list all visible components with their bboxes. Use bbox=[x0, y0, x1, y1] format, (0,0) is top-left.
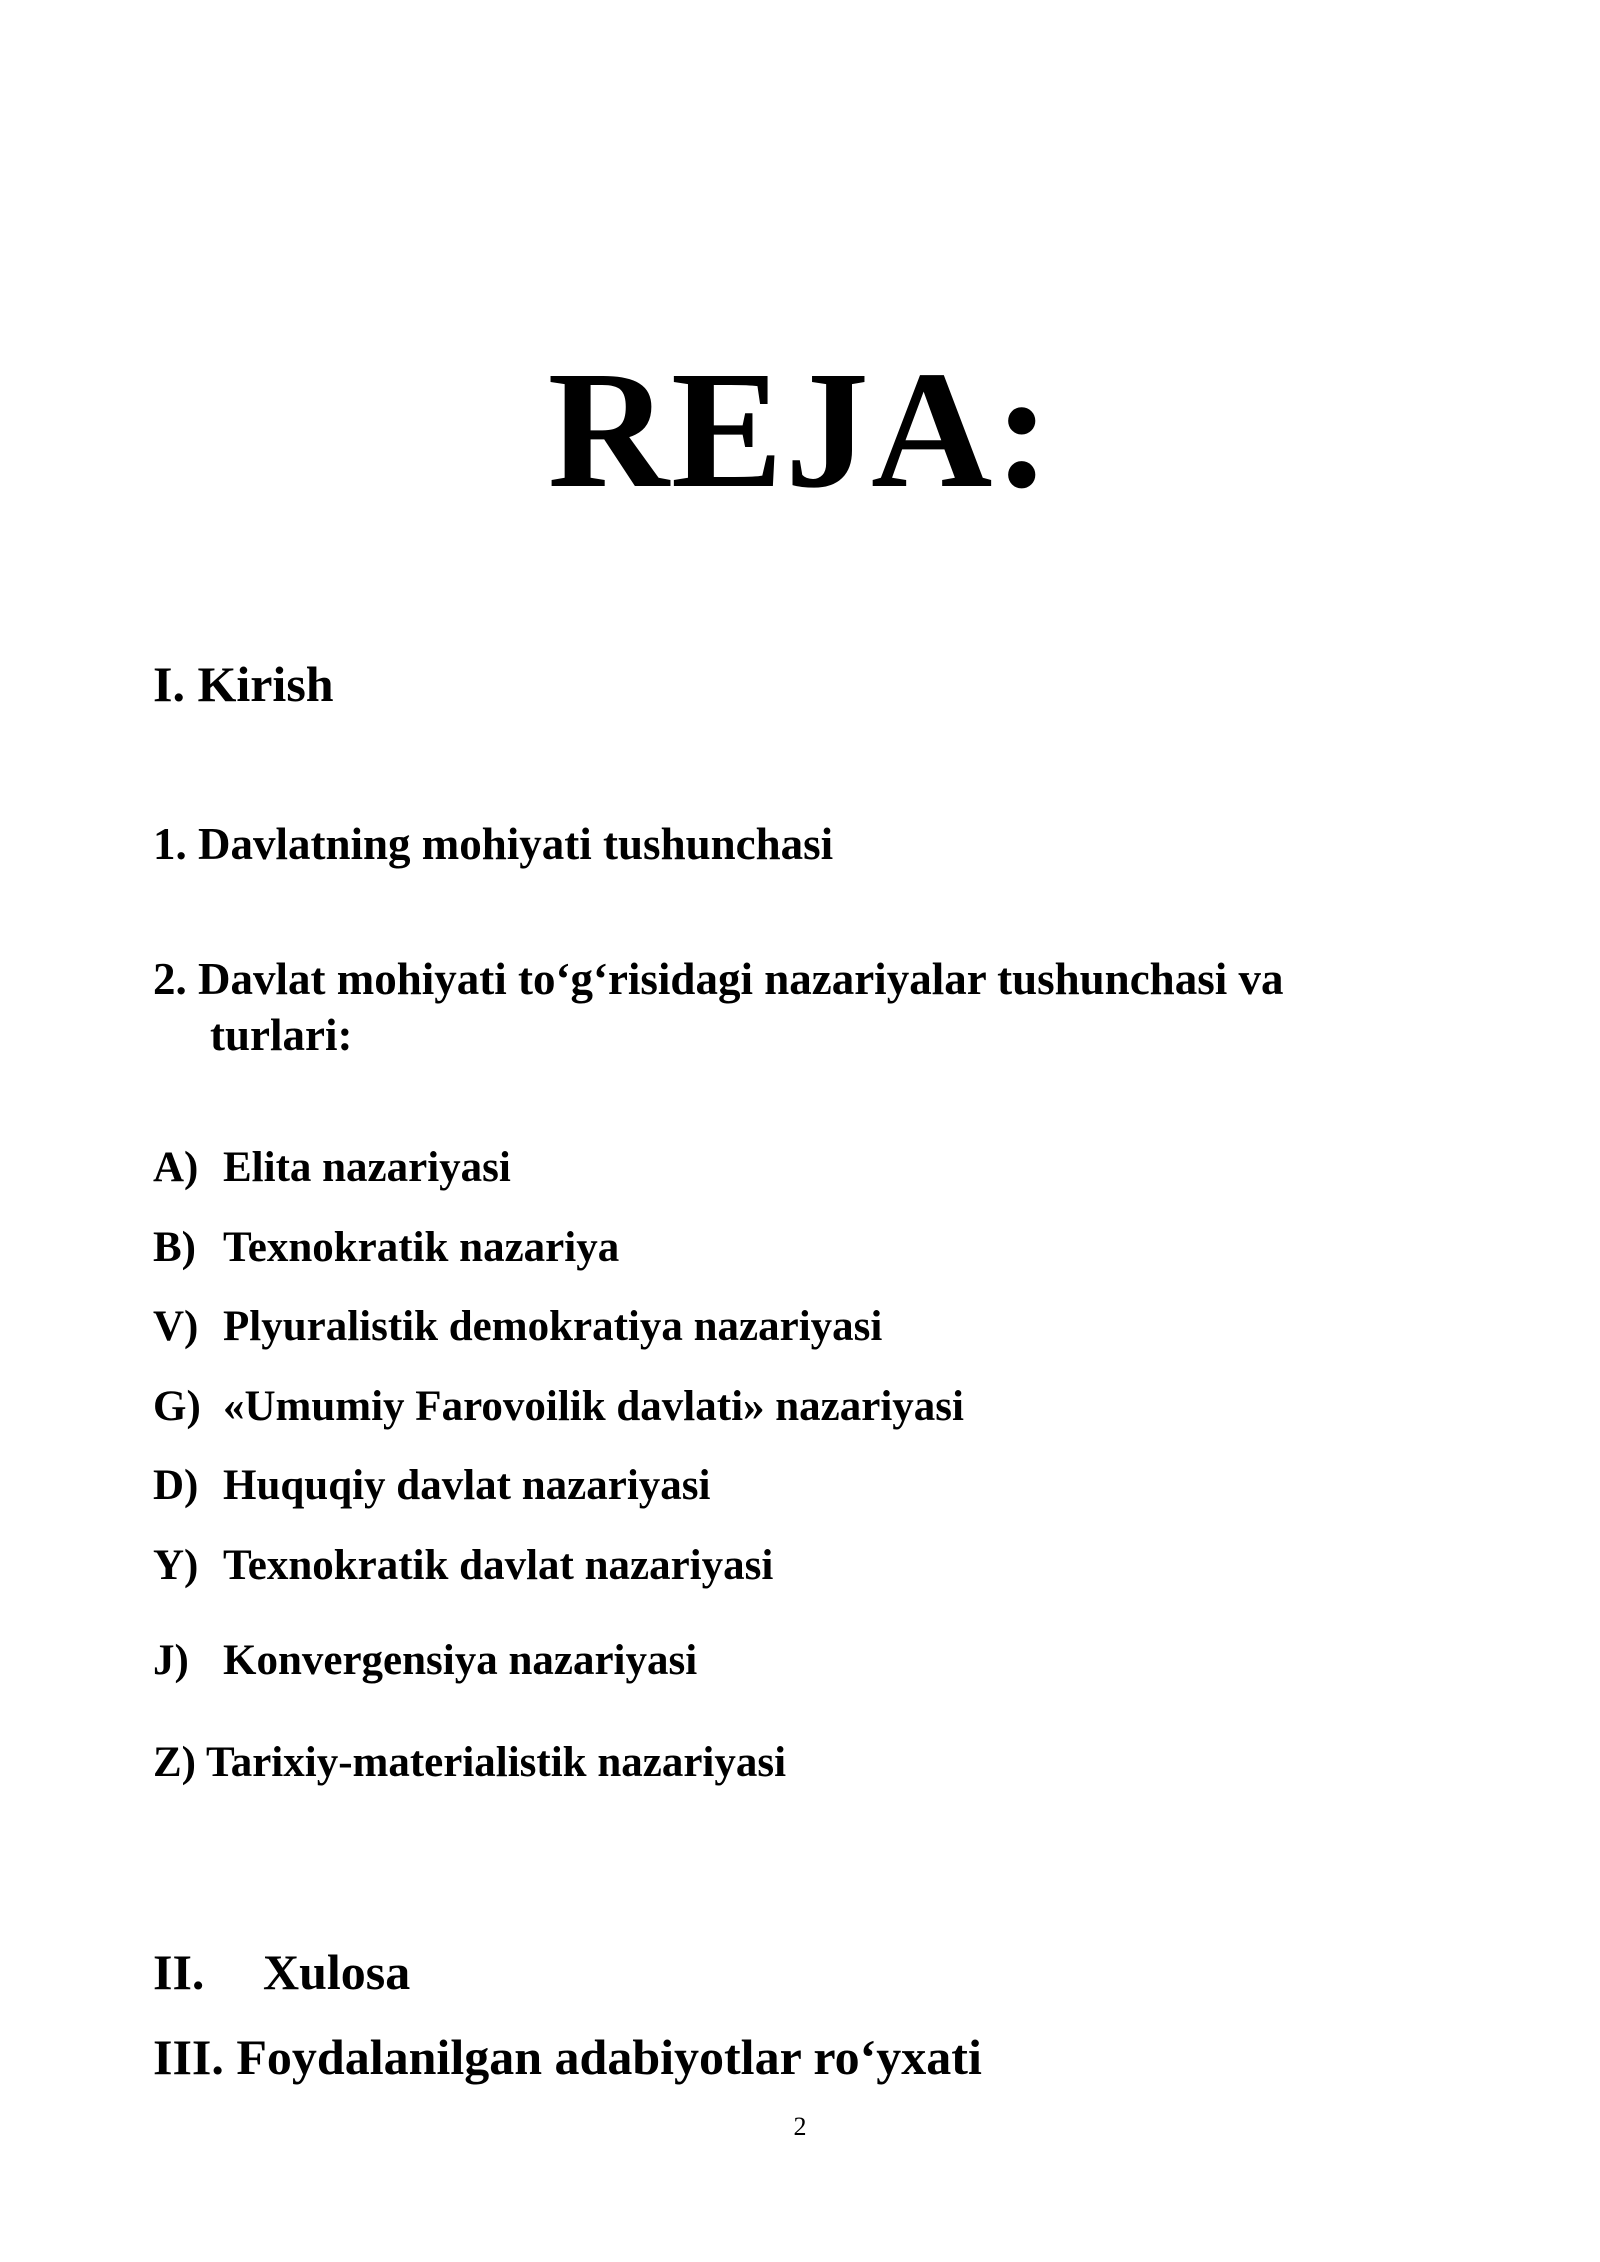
theory-text: Texnokratik nazariya bbox=[223, 1224, 620, 1271]
theory-item-b bbox=[153, 1222, 619, 1274]
section-intro: I. Kirish bbox=[153, 656, 334, 712]
conclusion-text: Xulosa bbox=[263, 1944, 411, 2000]
theory-text: «Umumiy Farovoilik davlati» nazariyasi bbox=[223, 1383, 964, 1430]
theory-text: Huquqiy davlat nazariyasi bbox=[223, 1462, 711, 1509]
conclusion-number: II. bbox=[153, 1944, 205, 2000]
theory-item-j bbox=[153, 1635, 697, 1687]
theory-text: Elita nazariyasi bbox=[223, 1144, 511, 1191]
theory-item-d bbox=[153, 1460, 710, 1512]
section-references: III. Foydalanilgan adabiyotlar ro‘yxati bbox=[153, 2029, 982, 2085]
section-conclusion bbox=[153, 1942, 410, 2002]
theory-text: Plyuralistik demokratiya nazariyasi bbox=[223, 1303, 883, 1350]
theory-marker: Y) bbox=[153, 1542, 199, 1589]
topic-2-line-2: turlari: bbox=[210, 1010, 353, 1060]
theory-marker: Z) bbox=[153, 1739, 196, 1786]
theory-item-z bbox=[153, 1737, 786, 1789]
theory-marker: B) bbox=[153, 1224, 196, 1271]
theory-item-y bbox=[153, 1540, 773, 1592]
theory-marker: J) bbox=[153, 1637, 189, 1684]
theory-text: Tarixiy-materialistik nazariyasi bbox=[205, 1739, 787, 1786]
theory-text: Texnokratik davlat nazariyasi bbox=[223, 1542, 774, 1589]
theory-item-g bbox=[153, 1381, 964, 1433]
theory-marker: G) bbox=[153, 1383, 201, 1430]
theory-item-v bbox=[153, 1301, 882, 1353]
topic-2-line-1: 2. Davlat mohiyati to‘g‘risidagi nazariyalar tushunchasi va bbox=[153, 954, 1284, 1004]
theory-text: Konvergensiya nazariyasi bbox=[223, 1637, 698, 1684]
page-number: 2 bbox=[793, 2112, 807, 2141]
topic-1: 1. Davlatning mohiyati tushunchasi bbox=[153, 819, 834, 869]
theory-marker: D) bbox=[153, 1462, 199, 1509]
theory-marker: A) bbox=[153, 1144, 199, 1191]
theory-item-a bbox=[153, 1142, 511, 1194]
theory-marker: V) bbox=[153, 1303, 199, 1350]
page-title: REJA: bbox=[547, 337, 1053, 523]
